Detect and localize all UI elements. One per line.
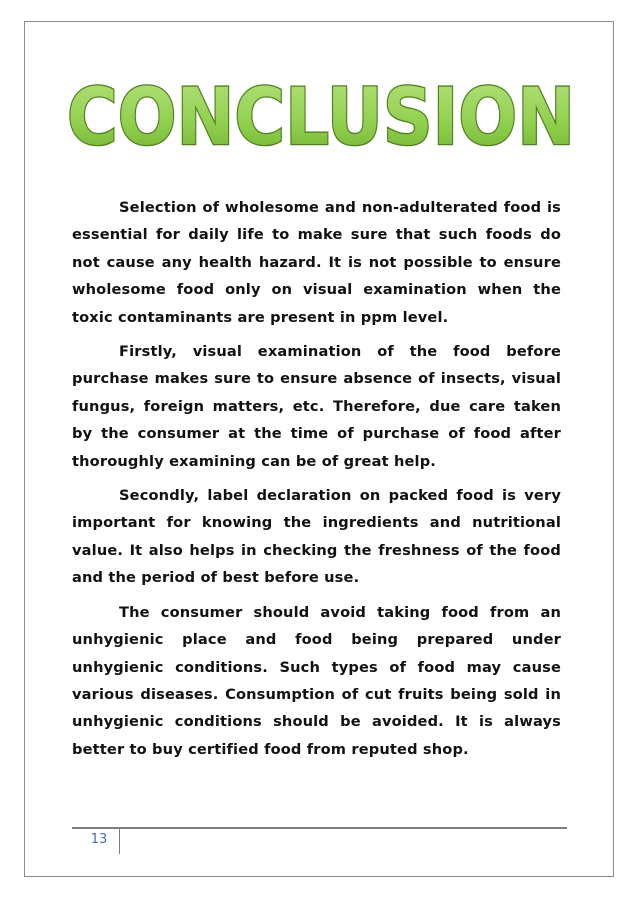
heading (0, 72, 638, 162)
page-title: CONCLUSION (67, 73, 575, 162)
paragraph-3: Secondly, label declaration on packed food is very important for knowing the ingredients and nutritional value. It also helps in checking the freshness of the food and the period of best before use. (72, 487, 561, 587)
paragraph-1: Selection of wholesome and non-adulterated food is essential for daily life to make sure that such foods do not cause any health hazard. It is not possible to ensure wholesome food only on visual examination when the toxic contaminants are present in ppm level. (72, 199, 561, 326)
paragraph-4: The consumer should avoid taking food from an unhygienic place and food being prepared under unhygienic conditions. Such types of food may cause various diseases. Consumption of cut fruits being sold in unhygienic conditions should be avoided. It is always better to buy certified food from reputed shop. (72, 603, 561, 758)
footer-separator (119, 828, 120, 854)
page-number: 13 (90, 832, 108, 847)
heading-wordart (0, 72, 638, 162)
conclusion-body (72, 194, 561, 770)
paragraph-2: Firstly, visual examination of the food before purchase makes sure to ensure absence of insects, visual fungus, foreign matters, etc. Therefore, due care taken by the consumer at the time of purchase of food after thoroughly examining can be of great help. (72, 343, 561, 470)
footer-rule (72, 827, 567, 829)
